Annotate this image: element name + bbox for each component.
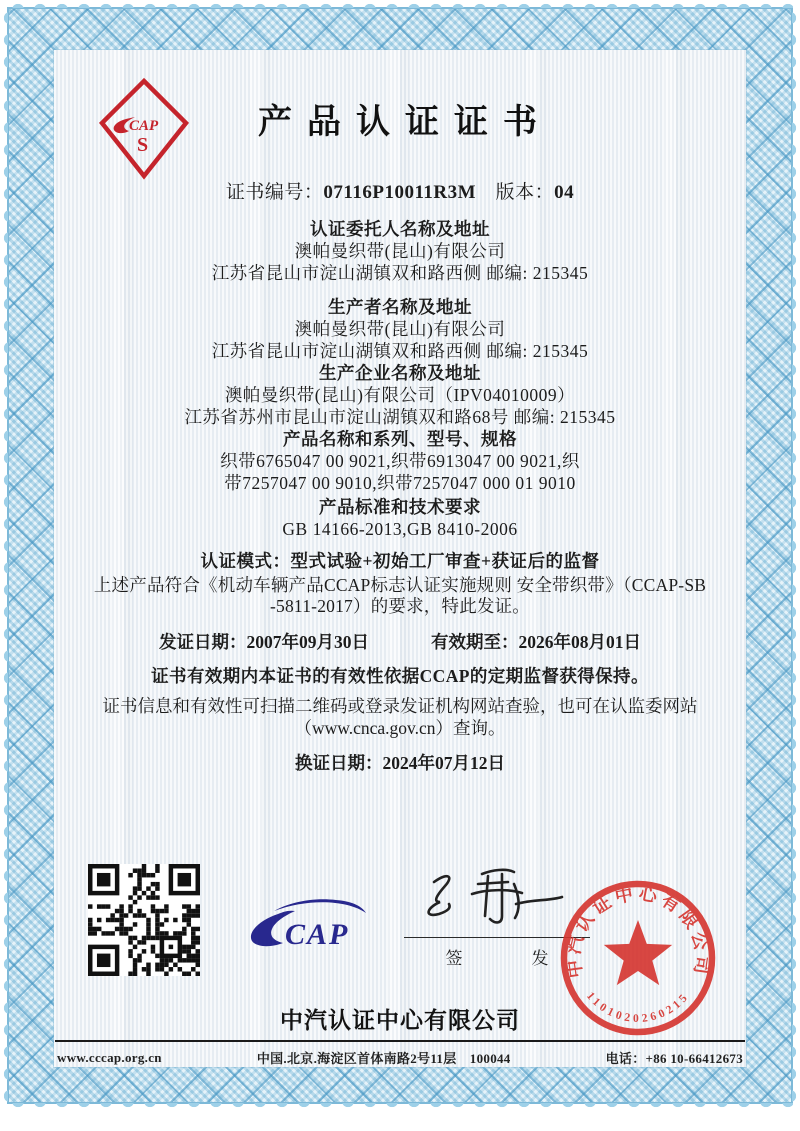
product-line2: 带7257047 00 9010,织带7257047 000 01 9010 — [224, 473, 576, 493]
stamp-ring-text: 中汽认证中心有限公司 — [563, 883, 713, 980]
product-line1: 织带6765047 00 9021,织带6913047 00 9021,织 — [220, 451, 580, 471]
producer-name: 澳帕曼织带(昆山)有限公司 — [294, 319, 506, 339]
factory-name: 澳帕曼织带(昆山)有限公司（IPV04010009） — [224, 385, 576, 405]
dates-row — [54, 629, 746, 654]
certificate-body — [54, 50, 746, 775]
renewal-date-line: 换证日期：2024年07月12日 — [295, 753, 505, 773]
standard-value: GB 14166-2013,GB 8410-2006 — [282, 519, 518, 539]
valid-until-date: 有效期至：2026年08月01日 — [431, 632, 641, 652]
border-scallop-top — [7, 1, 793, 8]
standard-section — [54, 496, 746, 540]
factory-header: 生产企业名称及地址 — [319, 363, 481, 383]
issuer-company-name: 中汽认证中心有限公司 — [280, 1007, 520, 1033]
border-scallop-bottom — [7, 1103, 793, 1110]
maintenance-line: 证书有效期内本证书的有效性依据CCAP的定期监督获得保持。 — [151, 666, 649, 686]
footer-website: www.cccap.org.cn — [57, 1049, 162, 1065]
footer-row — [57, 1048, 743, 1067]
product-section — [54, 428, 746, 494]
statement-line2: -5811-2017）的要求，特此发证。 — [269, 596, 530, 616]
qr-code — [88, 864, 200, 976]
applicant-header: 认证委托人名称及地址 — [310, 219, 490, 239]
certificate-number-line — [54, 177, 746, 204]
ccap-s-logo-s-text: S — [137, 134, 149, 156]
issue-date: 发证日期：2007年09月30日 — [159, 632, 369, 652]
product-header: 产品名称和系列、型号、规格 — [283, 429, 517, 449]
cert-no-value: 07116P10011R3M — [323, 182, 477, 203]
cert-no-label: 证书编号： — [225, 182, 324, 203]
version-value: 04 — [554, 182, 575, 203]
verify-line2: （www.cnca.gov.cn）查询。 — [294, 717, 506, 738]
statement-line1: 上述产品符合《机动车辆产品CCAP标志认证实施规则 安全带织带》（CCAP-SB — [93, 575, 707, 595]
ccap-logo-text: CAP — [285, 918, 350, 951]
standard-header: 产品标准和技术要求 — [319, 497, 481, 517]
footer-phone: 电话：+86 10-66412673 — [605, 1051, 743, 1066]
signature-label: 签 发 — [445, 949, 575, 968]
producer-section — [54, 296, 746, 362]
verify-line1: 证书信息和有效性可扫描二维码或登录发证机构网站查验，也可在认监委网站 — [102, 696, 698, 716]
footer-divider — [55, 1040, 745, 1042]
producer-address: 江苏省昆山市淀山湖镇双和路西侧 邮编: 215345 — [211, 341, 589, 361]
company-seal-stamp — [556, 876, 720, 1040]
applicant-section — [54, 218, 746, 284]
certificate-title: 产品认证证书 — [258, 104, 552, 141]
applicant-address: 江苏省昆山市淀山湖镇双和路西侧 邮编: 215345 — [211, 263, 589, 283]
version-label: 版本： — [495, 182, 555, 203]
ccap-logo-icon — [238, 896, 374, 956]
stamp-number: 1101020260215 — [583, 990, 693, 1025]
applicant-name: 澳帕曼织带(昆山)有限公司 — [294, 241, 506, 261]
conformity-statement — [54, 575, 746, 617]
factory-section — [54, 362, 746, 428]
ccap-s-logo-cap-text: CAP — [129, 118, 159, 134]
verification-note — [54, 696, 746, 739]
footer-address: 中国.北京.海淀区首体南路2号11层 100044 — [256, 1051, 511, 1066]
certification-mode-line: 认证模式：型式试验+初始工厂审查+获证后的监督 — [200, 551, 600, 571]
border-scallop-right — [792, 7, 799, 1104]
producer-header: 生产者名称及地址 — [328, 297, 472, 317]
factory-address: 江苏省苏州市昆山市淀山湖镇双和路68号 邮编: 215345 — [184, 407, 616, 427]
border-scallop-left — [1, 7, 8, 1104]
